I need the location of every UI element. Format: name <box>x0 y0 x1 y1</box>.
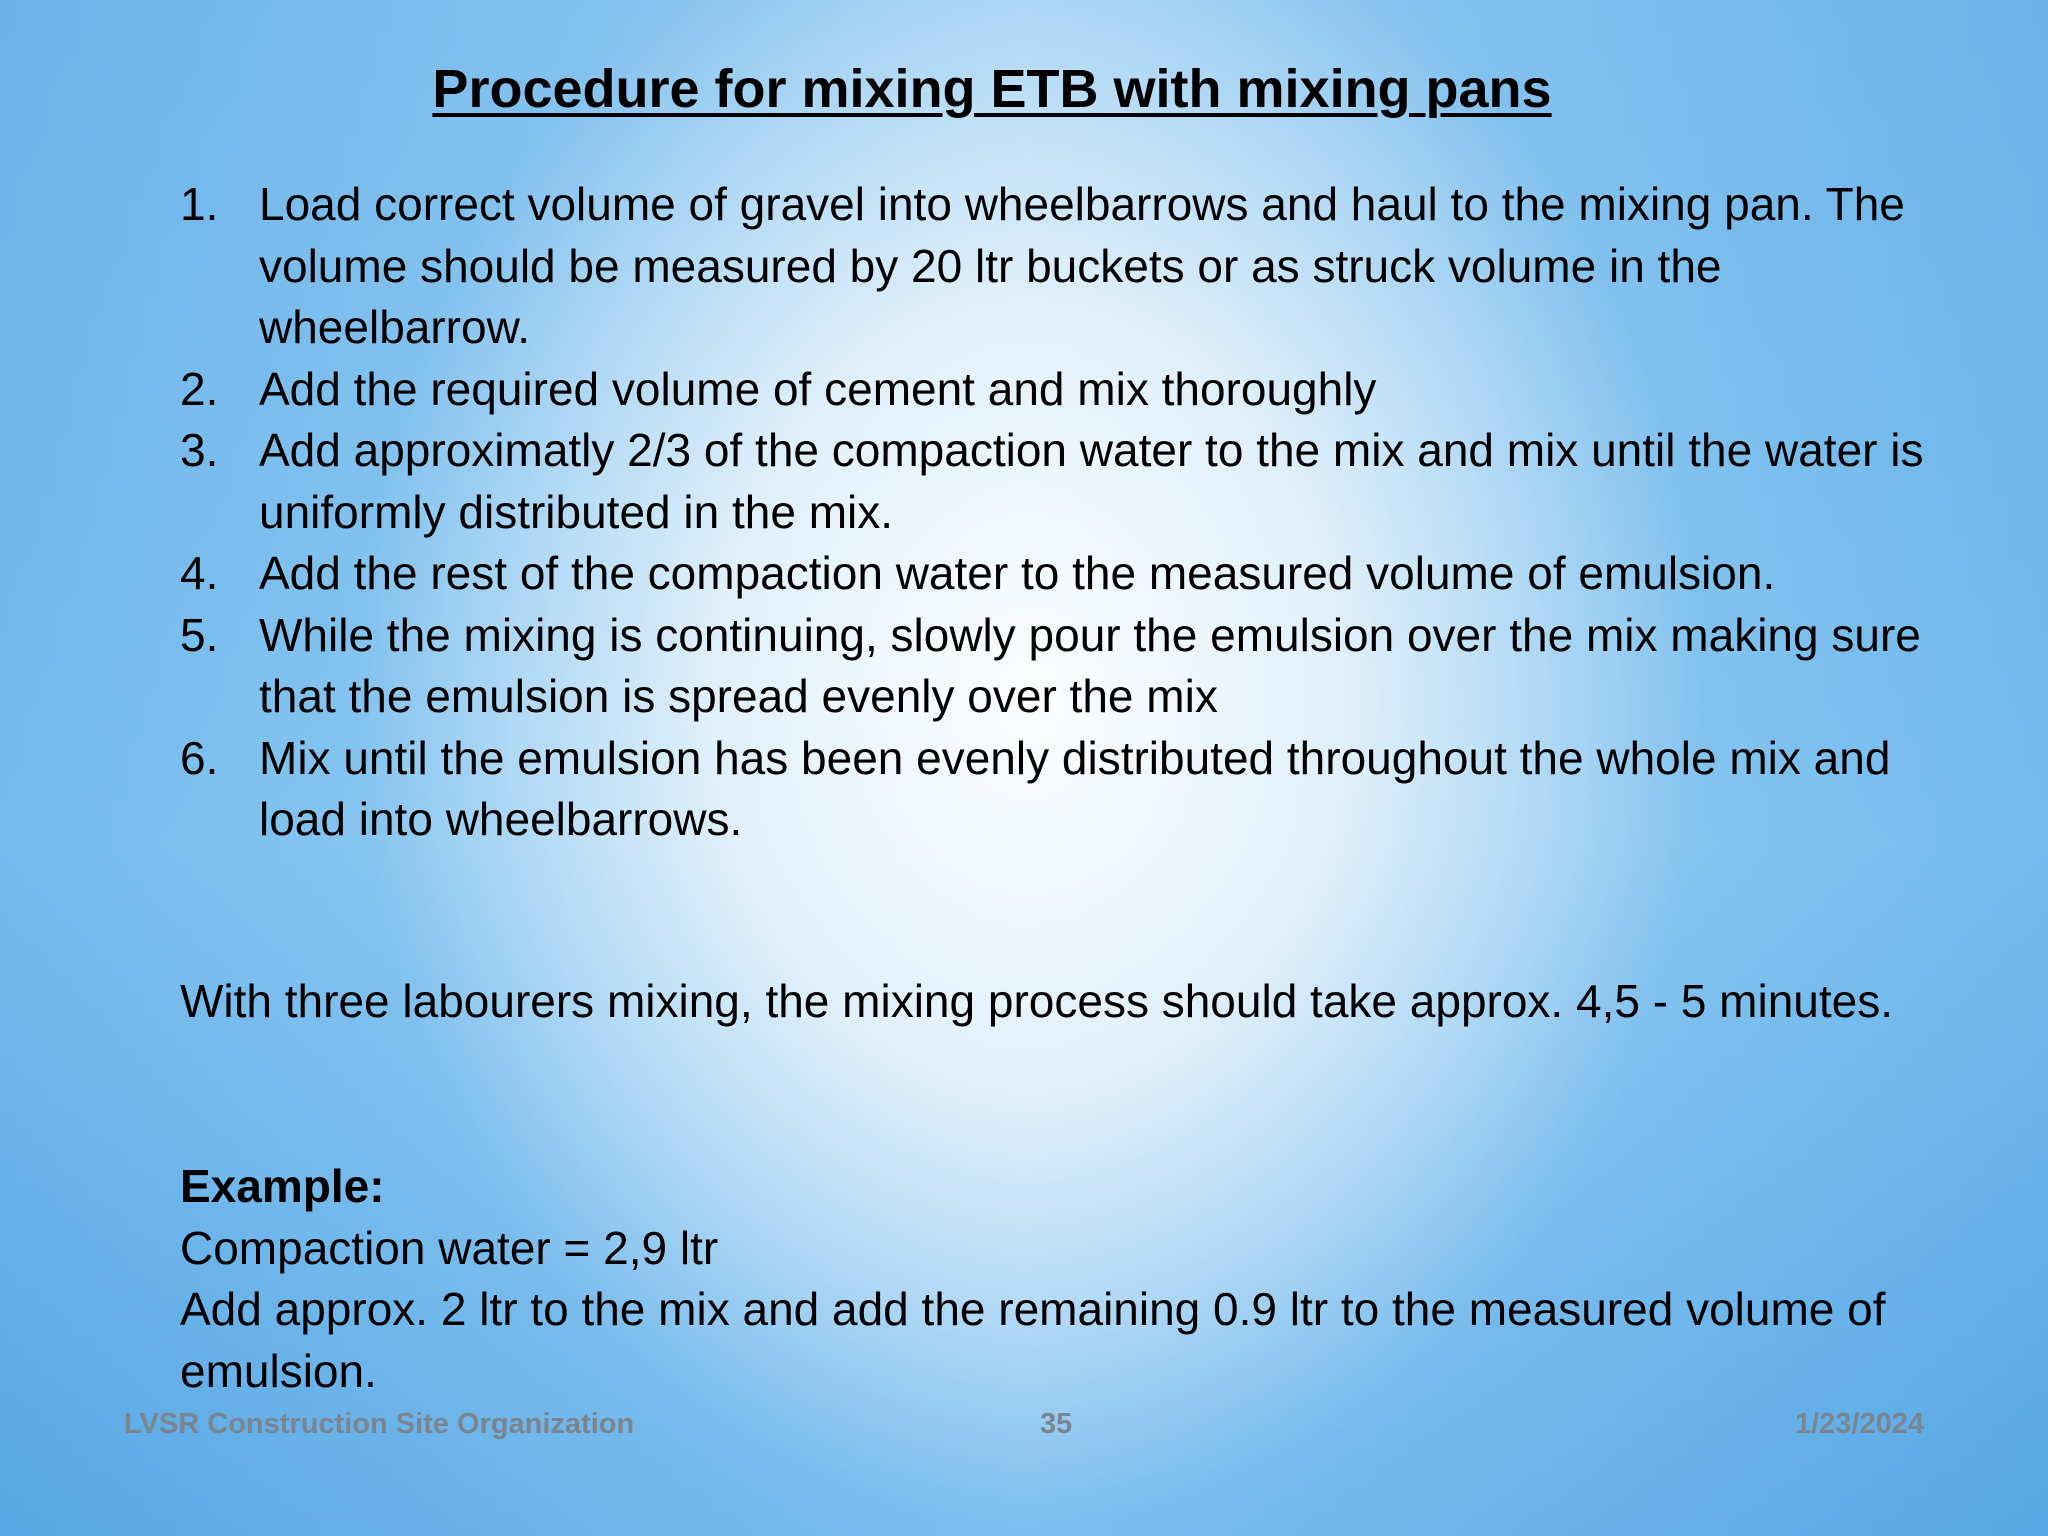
step-3 <box>180 420 1940 543</box>
example-line-1: Compaction water = 2,9 ltr <box>180 1221 719 1274</box>
step-5 <box>180 605 1940 728</box>
example-block <box>180 1156 1940 1402</box>
step-number: 6. <box>180 731 219 784</box>
example-line-2: Add approx. 2 ltr to the mix and add the remaining 0.9 ltr to the measured volume of emulsion. <box>180 1283 1886 1397</box>
footer-organization: LVSR Construction Site Organization <box>124 1408 635 1440</box>
footer-date: 1/23/2024 <box>1794 1408 1924 1440</box>
step-number: 4. <box>180 547 219 599</box>
step-number: 5. <box>180 608 219 661</box>
footer-page-number: 35 <box>1040 1408 1073 1440</box>
step-number: 3. <box>180 424 219 476</box>
slide-title: Procedure for mixing ETB with mixing pans <box>432 59 1552 119</box>
step-6 <box>180 728 1940 851</box>
example-label: Example: <box>180 1160 385 1212</box>
step-number: 2. <box>180 362 219 415</box>
step-text: Load correct volume of gravel into wheelbarrows and haul to the mixing pan. The volume should be measured by 20 ltr buckets or as struck volume in the wheelbarrow. <box>259 178 1905 353</box>
mixing-time-note: With three labourers mixing, the mixing process should take approx. 4,5 - 5 minutes. <box>180 975 1894 1027</box>
step-2 <box>180 359 1940 421</box>
step-text: While the mixing is continuing, slowly pour the emulsion over the mix making sure that the emulsion is spread evenly over the mix <box>259 608 1921 722</box>
step-text: Add the rest of the compaction water to the measured volume of emulsion. <box>259 547 1776 599</box>
step-text: Add approximatly 2/3 of the compaction water to the mix and mix until the water is uniformly distributed in the mix. <box>259 424 1924 538</box>
step-text: Mix until the emulsion has been evenly distributed throughout the whole mix and load into wheelbarrows. <box>259 731 1891 845</box>
step-1 <box>180 174 1940 359</box>
step-4 <box>180 543 1940 605</box>
procedure-steps <box>180 174 1940 851</box>
step-number: 1. <box>180 178 219 230</box>
step-text: Add the required volume of cement and mix thoroughly <box>259 362 1377 415</box>
